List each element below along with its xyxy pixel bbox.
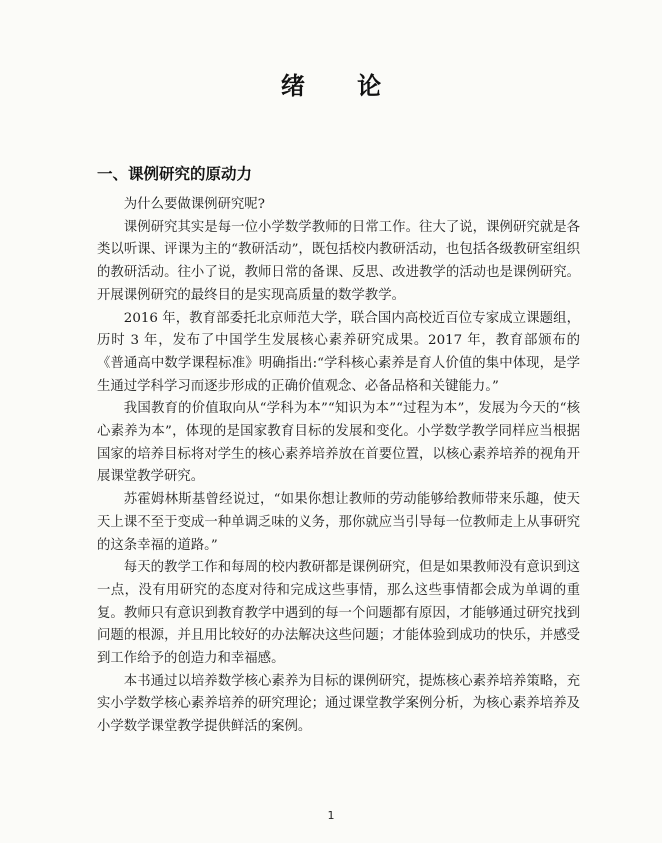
section-heading: 一、课例研究的原动力 [97,165,253,183]
paragraph-teaching-research: 每天的教学工作和每周的校内教研都是课例研究，但是如果教师没有意识到这一点，没有用研究的态度对待和完成这些事情，那么这些事情都会成为单调的重复。教师只有意识到教育教学中遇到的每一个问题都有原因，才能够通过研究找到问题的根源，并且用比较好的办法解决这些问题；才能体验到成功的快乐，并感受到工作给予的创造力和幸福感。 [97,560,580,667]
paragraph-question: 为什么要做课例研究呢? [123,197,265,212]
paragraph-core-literacy-research: 2016 年，教育部委托北京师范大学，联合国内高校近百位专家成立课题组，历时 3 年，发布了中国学生发展核心素养研究成果。2017 年，教育部颁布的《普通高中数学课程标准》明确指出:“学科核心素养是育人价值的集中体现，是学生通过学科学习而逐步形成的正确价值观念、必备品格和关键能力。” [97,310,580,394]
paragraph-book-purpose: 本书通过以培养数学核心素养为目标的课例研究，提炼核心素养培养策略，充实小学数学核心素养培养的研究理论；通过课堂教学案例分析，为核心素养培养及小学数学课堂教学提供鲜活的案例。 [97,673,580,735]
chapter-title: 绪 论 [280,72,404,100]
paragraph-value-orientation: 我国教育的价值取向从“学科为本”“知识为本”“过程为本”，发展为今天的“核心素养为本”，体现的是国家教育目标的发展和变化。小学数学教学同样应当根据国家的培养目标将对学生的核心素养培养放在首要位置，以核心素养培养的视角开展课堂教学研究。 [97,401,580,485]
paragraph-daily-work: 课例研究其实是每一位小学数学教师的日常工作。往大了说，课例研究就是各类以听课、评课为主的“教研活动”，既包括校内教研活动，也包括各级教研室组织的教研活动。往小了说，教师日常的备课、反思、改进教学的活动也是课例研究。开展课例研究的最终目的是实现高质量的数学教学。 [97,219,580,303]
page-number: 1 [327,809,335,822]
body-text [97,194,580,739]
paragraph-quote: 苏霍姆林斯基曾经说过，“如果你想让教师的劳动能够给教师带来乐趣，使天天上课不至于变成一种单调乏味的义务，那你就应当引导每一位教师走上从事研究的这条幸福的道路。” [97,492,580,553]
